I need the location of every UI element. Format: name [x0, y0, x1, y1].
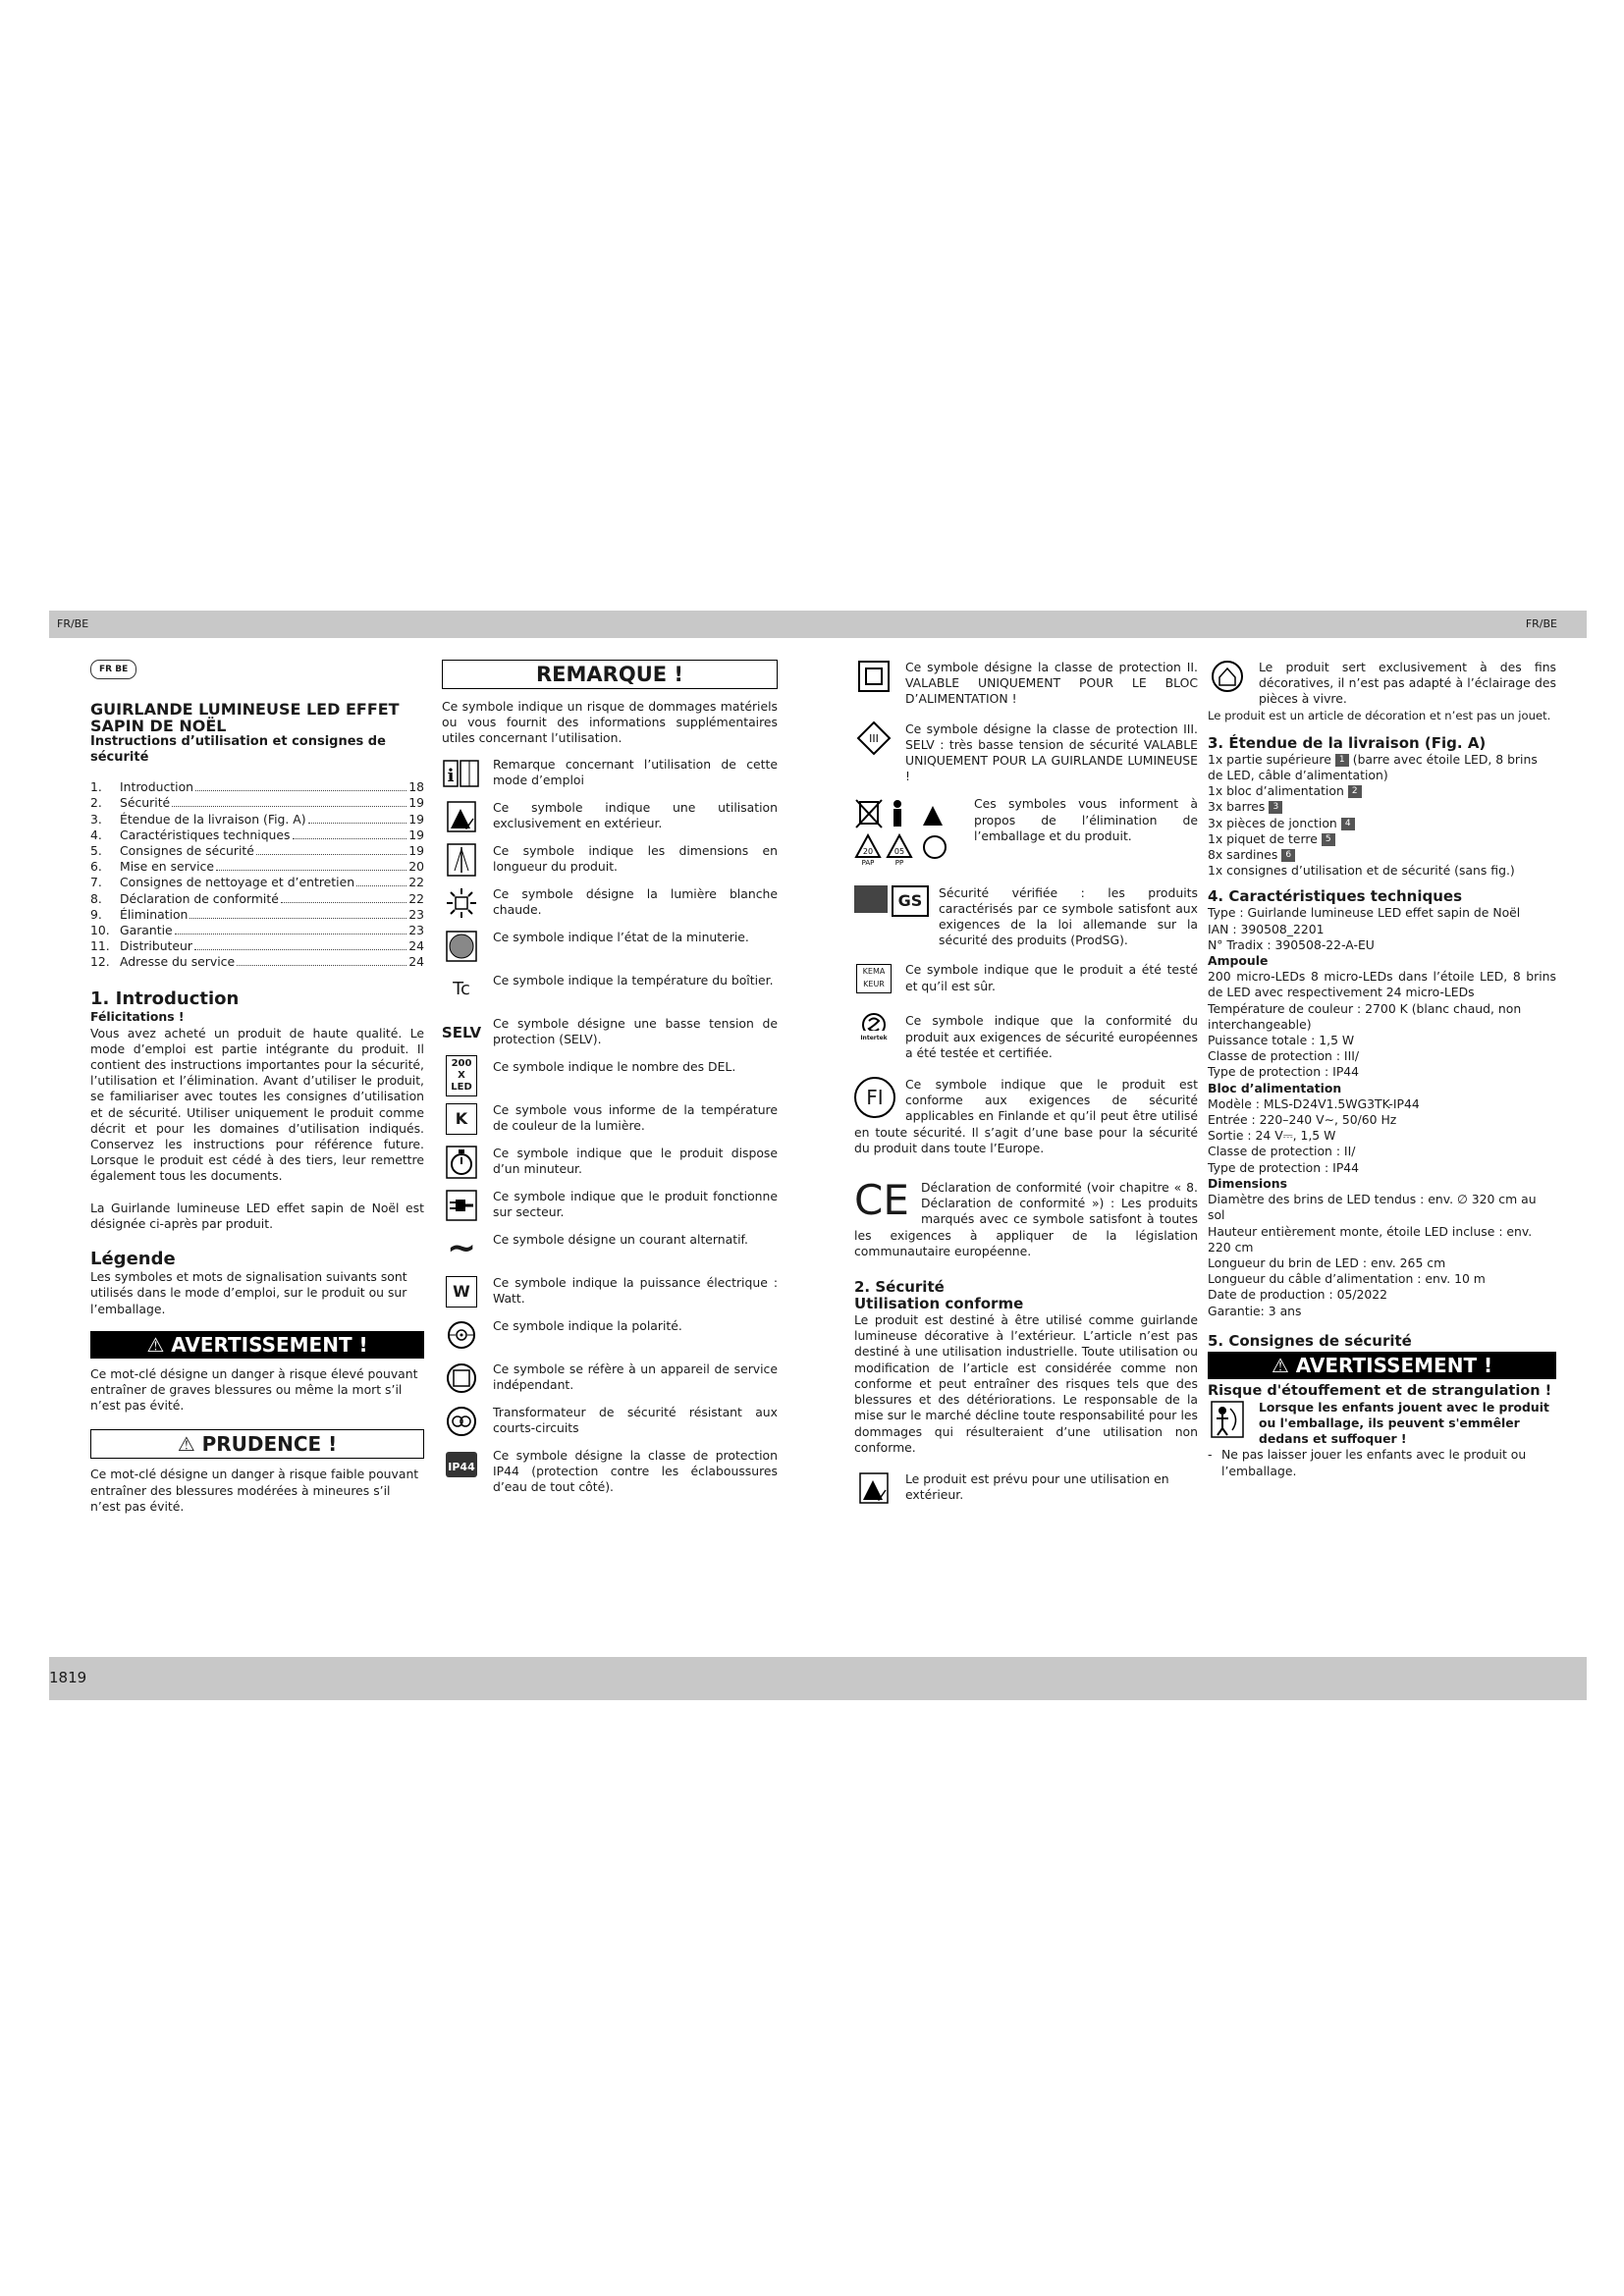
symbol-text: Ce symbole indique que le produit fonctionne sur secteur. — [493, 1188, 778, 1219]
delivery-label: 1x piquet de terre — [1208, 830, 1318, 846]
spec-line: Entrée : 220–240 V∼, 50/60 Hz — [1208, 1112, 1397, 1128]
weee-bin-icon — [856, 800, 882, 828]
toc-label: Consignes de sécurité — [120, 842, 254, 858]
toc-page: 19 — [408, 811, 424, 827]
bulb-text: 200 micro-LEDs 8 micro-LEDs dans l’étoile LED, 8 brins de LED avec respectivement 24 micro-LEDs — [1208, 969, 1556, 1000]
ce-row — [854, 1176, 1198, 1259]
table-of-contents — [90, 779, 424, 970]
tree-dimensions-icon — [442, 843, 481, 877]
product-title: GUIRLANDE LUMINEUSE LED EFFET SAPIN DE NOËL — [90, 700, 400, 736]
toc-item — [90, 812, 424, 828]
symbol-text: Ce symbole indique l’état de la minuterie. — [493, 929, 749, 944]
toc-item — [90, 779, 424, 795]
spec-line: Type : Guirlande lumineuse LED effet sapin de Noël — [1208, 905, 1521, 921]
no-room-lighting-icon — [1208, 660, 1247, 693]
spec-line: Garantie: 3 ans — [1208, 1303, 1302, 1318]
symbol-text: Ce symbole indique les dimensions en longueur du produit. — [493, 842, 778, 874]
toc-item — [90, 828, 424, 843]
symbol-text: Transformateur de sécurité résistant aux courts-circuits — [493, 1404, 778, 1435]
toc-page: 23 — [408, 922, 424, 937]
triman-icon — [924, 836, 946, 858]
class3-icon — [854, 721, 893, 755]
intro-heading: 1. Introduction — [90, 988, 240, 1010]
safety-heading: 2. Sécurité — [854, 1278, 945, 1297]
delivery-list — [1208, 752, 1556, 880]
outdoor-text: Le produit est prévu pour une utilisation en extérieur. — [905, 1470, 1169, 1503]
bullet-item — [1208, 1447, 1556, 1478]
fi-text: Ce symbole indique que le produit est conforme aux exigences de sécurité applicables en Finlande et qu’il peut être utilisé en toute sécurité. Il s’agit d’une base pour la sécurité du produit dans toute l’Europe. — [854, 1077, 1198, 1155]
part-number-badge: 2 — [1348, 785, 1362, 798]
symbol-text: Ce symbole désigne un courant alternatif. — [493, 1231, 748, 1247]
recycle-code-1: 20 — [862, 847, 874, 857]
symbol-text: Remarque concernant l’utilisation de cette mode d’emploi — [493, 756, 778, 787]
kelvin-icon — [442, 1102, 481, 1136]
class3-glyph: III — [869, 731, 879, 745]
column-3 — [854, 660, 1198, 1505]
toc-leader — [172, 806, 406, 807]
recycle-label-2: PP — [894, 859, 904, 866]
toc-number: 7. — [90, 875, 102, 890]
kema-icon: KEMA KEUR — [854, 962, 893, 995]
toc-number: 10. — [90, 922, 110, 937]
spec-line: Puissance totale : 1,5 W — [1208, 1033, 1355, 1048]
toc-item — [90, 923, 424, 938]
spec-line: Type de protection : IP44 — [1208, 1159, 1360, 1175]
symbol-glyph: ∼ — [446, 1227, 477, 1268]
delivery-label: 1x partie supérieure — [1208, 751, 1331, 767]
part-number-badge: 1 — [1335, 754, 1349, 767]
toc-leader — [237, 965, 406, 966]
short-circuit-transformer-icon — [442, 1405, 481, 1438]
toc-page: 24 — [408, 954, 424, 970]
timer-icon — [442, 1146, 481, 1179]
tech-heading: 4. Caractéristiques techniques — [1208, 887, 1463, 906]
intertek-text: Ce symbole indique que la conformité du produit aux exigences de sécurité européennes a été testée et certifiée. — [905, 1013, 1198, 1060]
risk-bold-text: Lorsque les enfants jouent avec le produit ou l'emballage, ils peuvent s'emmêler dedans et suffoquer ! — [1259, 1399, 1549, 1447]
recycle-pp-icon — [888, 835, 911, 865]
delivery-label: 8x sardines — [1208, 847, 1278, 863]
symbol-row — [442, 757, 778, 790]
delivery-item — [1208, 863, 1556, 879]
delivery-item — [1208, 783, 1556, 799]
manual-info-icon — [442, 757, 481, 790]
toc-item — [90, 795, 424, 811]
part-number-badge: 4 — [1341, 818, 1355, 830]
toc-number: 6. — [90, 859, 102, 875]
symbol-text: Ce symbole indique le nombre des DEL. — [493, 1058, 736, 1074]
toc-label: Garantie — [120, 922, 173, 937]
toc-leader — [293, 838, 407, 839]
toc-number: 3. — [90, 811, 102, 827]
legend-text: Les symboles et mots de signalisation suivants sont utilisés dans le mode d’emploi, sur le produit ou sur l’emballage. — [90, 1269, 407, 1316]
toc-item — [90, 907, 424, 923]
toc-leader — [256, 854, 406, 855]
spec-line: IAN : 390508_2201 — [1208, 921, 1325, 936]
toc-leader — [281, 902, 406, 903]
toc-label: Caractéristiques techniques — [120, 827, 291, 842]
legend-heading: Légende — [90, 1249, 176, 1270]
recycle-pap-icon — [856, 835, 880, 865]
alternating-current-icon — [442, 1227, 481, 1268]
tc-icon — [442, 973, 481, 1006]
intro-subheading: Félicitations ! — [90, 1009, 185, 1025]
warning-label: ⚠ AVERTISSEMENT ! — [90, 1331, 424, 1359]
led-count-icon — [442, 1059, 481, 1093]
mains-plug-icon — [442, 1189, 481, 1222]
symbol-row — [442, 1189, 778, 1222]
symbol-row — [442, 1059, 778, 1093]
toc-number: 5. — [90, 842, 102, 858]
toc-leader — [189, 918, 406, 919]
toc-label: Adresse du service — [120, 954, 236, 970]
symbol-row — [442, 886, 778, 920]
toc-page: 19 — [408, 795, 424, 811]
spec-line: Hauteur entièrement monte, étoile LED incluse : env. 220 cm — [1208, 1223, 1533, 1255]
toc-page: 18 — [408, 779, 424, 795]
spec-line: Classe de protection : III/ — [1208, 1048, 1360, 1064]
toc-page: 20 — [408, 859, 424, 875]
watt-icon — [442, 1275, 481, 1308]
delivery-item — [1208, 847, 1556, 863]
symbol-glyph: W — [446, 1276, 477, 1308]
fi-icon: FI — [854, 1077, 895, 1118]
timer-state-icon — [442, 930, 481, 963]
bullet-text: Ne pas laisser jouer les enfants avec le produit ou l’emballage. — [1221, 1447, 1527, 1478]
spec-line: Longueur du brin de LED : env. 265 cm — [1208, 1255, 1446, 1270]
spec-line: Classe de protection : II/ — [1208, 1144, 1356, 1159]
disposal-icons — [854, 796, 962, 869]
note-label: REMARQUE ! — [442, 660, 778, 689]
toc-label: Déclaration de conformité — [120, 890, 279, 906]
polarity-icon — [442, 1318, 481, 1352]
symbol-text: Ce symbole indique la température du boîtier. — [493, 972, 774, 988]
header-lang-left: FR/BE — [57, 617, 89, 630]
spec-line: N° Tradix : 390508-22-A-EU — [1208, 936, 1375, 952]
symbol-text: Ce symbole vous informe de la température de couleur de la lumière. — [493, 1101, 778, 1133]
toc-leader — [194, 949, 406, 950]
recycle-code-2: 05 — [893, 847, 905, 857]
intro-text-2: La Guirlande lumineuse LED effet sapin de Noël est désignée ci-après par produit. — [90, 1200, 424, 1231]
disposal-row — [854, 796, 1198, 869]
caution-text: Ce mot-clé désigne un danger à risque faible pouvant entraîner des blessures modérées à mineures s’il n’est pas évité. — [90, 1467, 419, 1514]
column-2 — [442, 660, 778, 1505]
symbol-text: Ce symbole indique la puissance électrique : Watt. — [493, 1274, 778, 1306]
spec-line: Sortie : 24 V⎓, 1,5 W — [1208, 1128, 1336, 1144]
toc-page: 19 — [408, 842, 424, 858]
toc-page: 22 — [408, 875, 424, 890]
ip44-icon — [442, 1448, 481, 1481]
symbol-row — [442, 1146, 778, 1179]
intertek-icon: Intertek — [854, 1013, 893, 1046]
sun-white-light-icon — [442, 886, 481, 920]
delivery-item — [1208, 831, 1556, 847]
kema-text: Ce symbole indique que le produit a été testé et qu’il est sûr. — [905, 962, 1198, 993]
svg-text:i: i — [447, 765, 455, 786]
spec-line: Diamètre des brins de LED tendus : env. ∅ 320 cm au sol — [1208, 1192, 1537, 1223]
toc-label: Mise en service — [120, 859, 214, 875]
outdoor-use-icon — [442, 800, 481, 833]
symbol-row — [442, 973, 778, 1006]
toc-page: 22 — [408, 890, 424, 906]
ce-mark-icon: CE — [854, 1176, 909, 1225]
part-number-badge: 5 — [1322, 833, 1335, 846]
intertek-row — [854, 1013, 1198, 1061]
delivery-heading: 3. Étendue de la livraison (Fig. A) — [1208, 733, 1487, 752]
symbol-row — [442, 1448, 778, 1496]
class2-text: Ce symbole désigne la classe de protection II. VALABLE UNIQUEMENT POUR LE BLOC D’ALIMENTATION ! — [905, 660, 1198, 707]
tech-list-1 — [1208, 905, 1556, 953]
gs-text: Sécurité vérifiée : les produits caractérisés par ce symbole satisfont aux exigences de la loi allemande sur la sécurité des produits (ProdSG). — [939, 884, 1198, 948]
class3-text: Ce symbole désigne la classe de protection III. SELV : très basse tension de sécurité VALABLE UNIQUEMENT POUR LA GUIRLANDE LUMINEUSE ! — [905, 721, 1198, 784]
toc-leader — [356, 885, 406, 886]
symbol-row — [442, 930, 778, 963]
symbol-glyph: Tc — [453, 978, 470, 999]
bullet-dash: - — [1208, 1447, 1213, 1463]
toc-number: 1. — [90, 779, 102, 795]
gs-row — [854, 885, 1198, 949]
fi-row — [854, 1077, 1198, 1156]
tidyman-icon — [893, 800, 901, 827]
toc-item — [90, 843, 424, 859]
symbol-row — [442, 1227, 778, 1268]
column-4 — [1208, 660, 1556, 1479]
psu-list — [1208, 1096, 1556, 1176]
symbol-row — [442, 1275, 778, 1308]
toc-page: 19 — [408, 827, 424, 842]
symbol-row — [442, 1362, 778, 1395]
symbol-row — [442, 1405, 778, 1438]
delivery-item — [1208, 799, 1556, 815]
symbol-glyph: 200 X LED — [446, 1055, 477, 1096]
disposal-text: Ces symboles vous informent à propos de l’élimination de l’emballage et du produit. — [974, 796, 1198, 843]
note-text: Ce symbole indique un risque de dommages matériels ou vous fournit des informations supplémentaires utiles concernant l’utilisation. — [442, 699, 778, 746]
column-1 — [90, 660, 424, 1515]
toc-number: 2. — [90, 795, 102, 811]
class2-row — [854, 660, 1198, 708]
page-numbers: 1819 — [49, 1669, 87, 1686]
toc-page: 23 — [408, 906, 424, 922]
spec-line: Type de protection : IP44 — [1208, 1064, 1360, 1080]
part-number-badge: 3 — [1269, 801, 1282, 814]
toc-label: Étendue de la livraison (Fig. A) — [120, 811, 306, 827]
footer-bar — [49, 1657, 1587, 1700]
symbol-row — [442, 1318, 778, 1352]
recycle-label-1: PAP — [861, 859, 875, 866]
psu-heading: Bloc d’alimentation — [1208, 1080, 1342, 1095]
symbol-glyph: IP44 — [446, 1452, 476, 1477]
delivery-detail: (barre avec étoile LED, 8 brins de LED, câble d’alimentation) — [1208, 751, 1538, 783]
toc-number: 8. — [90, 890, 102, 906]
spec-line: Date de production : 05/2022 — [1208, 1287, 1388, 1303]
toc-number: 9. — [90, 906, 102, 922]
symbol-list — [442, 757, 778, 1496]
toc-label: Distributeur — [120, 938, 192, 954]
selv-icon — [442, 1016, 481, 1049]
toc-label: Sécurité — [120, 795, 171, 811]
toc-item — [90, 954, 424, 970]
kema-row — [854, 962, 1198, 995]
outdoor-use-icon — [854, 1471, 893, 1505]
symbol-row — [442, 843, 778, 877]
independent-device-icon — [442, 1362, 481, 1395]
spec-line: Température de couleur : 2700 K (blanc chaud, non interchangeable) — [1208, 1000, 1522, 1032]
gs-icon: GS — [854, 885, 929, 915]
risk-row — [1208, 1400, 1556, 1448]
child-strangulation-icon — [1208, 1400, 1247, 1439]
recycling-icons — [854, 796, 962, 865]
spec-line: Longueur du câble d’alimentation : env. 10 m — [1208, 1271, 1486, 1287]
bulb-heading: Ampoule — [1208, 953, 1269, 969]
toc-label: Consignes de nettoyage et d’entretien — [120, 875, 355, 890]
toc-label: Introduction — [120, 779, 194, 795]
bulb-list — [1208, 1001, 1556, 1081]
decoration-row — [1208, 660, 1556, 708]
toc-item — [90, 938, 424, 954]
delivery-label: 3x barres — [1208, 799, 1266, 815]
delivery-label: 1x consignes d’utilisation et de sécurité (sans fig.) — [1208, 863, 1515, 879]
toc-page: 24 — [408, 938, 424, 954]
safety-text: Le produit est destiné à être utilisé comme guirlande lumineuse décorative à l’extérieur. L’article n’est pas destiné à une utilisation industrielle. Toute utilisation ou modification de l’article est considérée comme non conforme et peut entraîner des risques tels que des blessures et des détériorations. Le responsable de la mise sur le marché décline toute responsabilité pour les dommages qui résulteraient d’une utilisation non conforme. — [854, 1312, 1198, 1455]
toc-leader — [195, 790, 406, 791]
symbol-glyph: SELV — [441, 1023, 482, 1041]
delivery-item — [1208, 752, 1556, 783]
symbol-text: Ce symbole désigne une basse tension de protection (SELV). — [493, 1015, 778, 1046]
symbol-text: Ce symbole indique la polarité. — [493, 1317, 682, 1333]
product-subtitle: Instructions d’utilisation et consignes de sécurité — [90, 734, 386, 766]
language-badge: FR BE — [90, 660, 136, 679]
symbol-text: Ce symbole se réfère à un appareil de service indépendant. — [493, 1361, 778, 1392]
toc-item — [90, 859, 424, 875]
header-lang-right: FR/BE — [1525, 617, 1557, 630]
intro-text: Vous avez acheté un produit de haute qualité. Le mode d’emploi est partie intégrante du produit. Il contient des instructions importantes pour la sécurité, l’utilisation et l’élimination. Avant d’utiliser le produit, se familiariser avec toutes les consignes d’utilisation et de sécurité. Utiliser uniquement le produit comme décrit et pour les domaines d’utilisation indiqués. Conservez les instructions pour référence future. Lorsque le produit est cédé à des tiers, leur remettre également tous les documents. — [90, 1025, 424, 1184]
header-bar — [49, 611, 1587, 638]
ce-text: Déclaration de conformité (voir chapitre « 8. Déclaration de conformité ») : Les produits marqués avec ce symbole satisfont à toutes les exigences à appliquer de la législation communautaire européenne. — [854, 1180, 1198, 1258]
delivery-label: 3x pièces de jonction — [1208, 815, 1337, 830]
symbol-text: Ce symbole indique que le produit dispose d’un minuteur. — [493, 1145, 778, 1176]
toc-number: 12. — [90, 954, 110, 970]
toc-item — [90, 875, 424, 890]
toc-number: 4. — [90, 827, 102, 842]
safety-subheading: Utilisation conforme — [854, 1295, 1024, 1313]
symbol-text: Ce symbole désigne la classe de protection IP44 (protection contre les éclaboussures d’eau de tout côté). — [493, 1447, 778, 1495]
decoration-text-2: Le produit est un article de décoration et n’est pas un jouet. — [1208, 708, 1551, 722]
delivery-item — [1208, 816, 1556, 831]
recycle-arrows-icon — [923, 806, 943, 826]
toc-leader — [216, 870, 406, 871]
symbol-text: Ce symbole indique une utilisation exclusivement en extérieur. — [493, 799, 778, 830]
symbol-row — [442, 1016, 778, 1049]
warning-label-2: ⚠ AVERTISSEMENT ! — [1208, 1352, 1556, 1379]
consignes-heading: 5. Consignes de sécurité — [1208, 1331, 1412, 1350]
caution-label: ⚠ PRUDENCE ! — [90, 1429, 424, 1459]
symbol-row — [442, 800, 778, 833]
symbol-glyph: K — [446, 1103, 477, 1135]
dimension-list — [1208, 1192, 1556, 1319]
class3-row — [854, 721, 1198, 785]
symbol-row — [442, 1102, 778, 1136]
decoration-text: Le produit sert exclusivement à des fins décoratives, il n’est pas adapté à l’éclairage des pièces à vivre. — [1259, 660, 1556, 707]
toc-number: 11. — [90, 938, 110, 954]
dim-heading: Dimensions — [1208, 1175, 1287, 1191]
toc-label: Élimination — [120, 906, 189, 922]
toc-item — [90, 891, 424, 907]
part-number-badge: 6 — [1281, 849, 1295, 862]
symbol-text: Ce symbole désigne la lumière blanche chaude. — [493, 885, 778, 917]
risk-heading: Risque d'étouffement et de strangulation ! — [1208, 1382, 1552, 1399]
spec-line: Modèle : MLS-D24V1.5WG3TK-IP44 — [1208, 1095, 1420, 1111]
outdoor-row — [854, 1471, 1198, 1505]
warning-text: Ce mot-clé désigne un danger à risque élevé pouvant entraîner de graves blessures ou même la mort s’il n’est pas évité. — [90, 1365, 418, 1414]
delivery-label: 1x bloc d’alimentation — [1208, 783, 1344, 799]
class2-icon — [854, 660, 893, 693]
toc-leader — [308, 823, 407, 824]
